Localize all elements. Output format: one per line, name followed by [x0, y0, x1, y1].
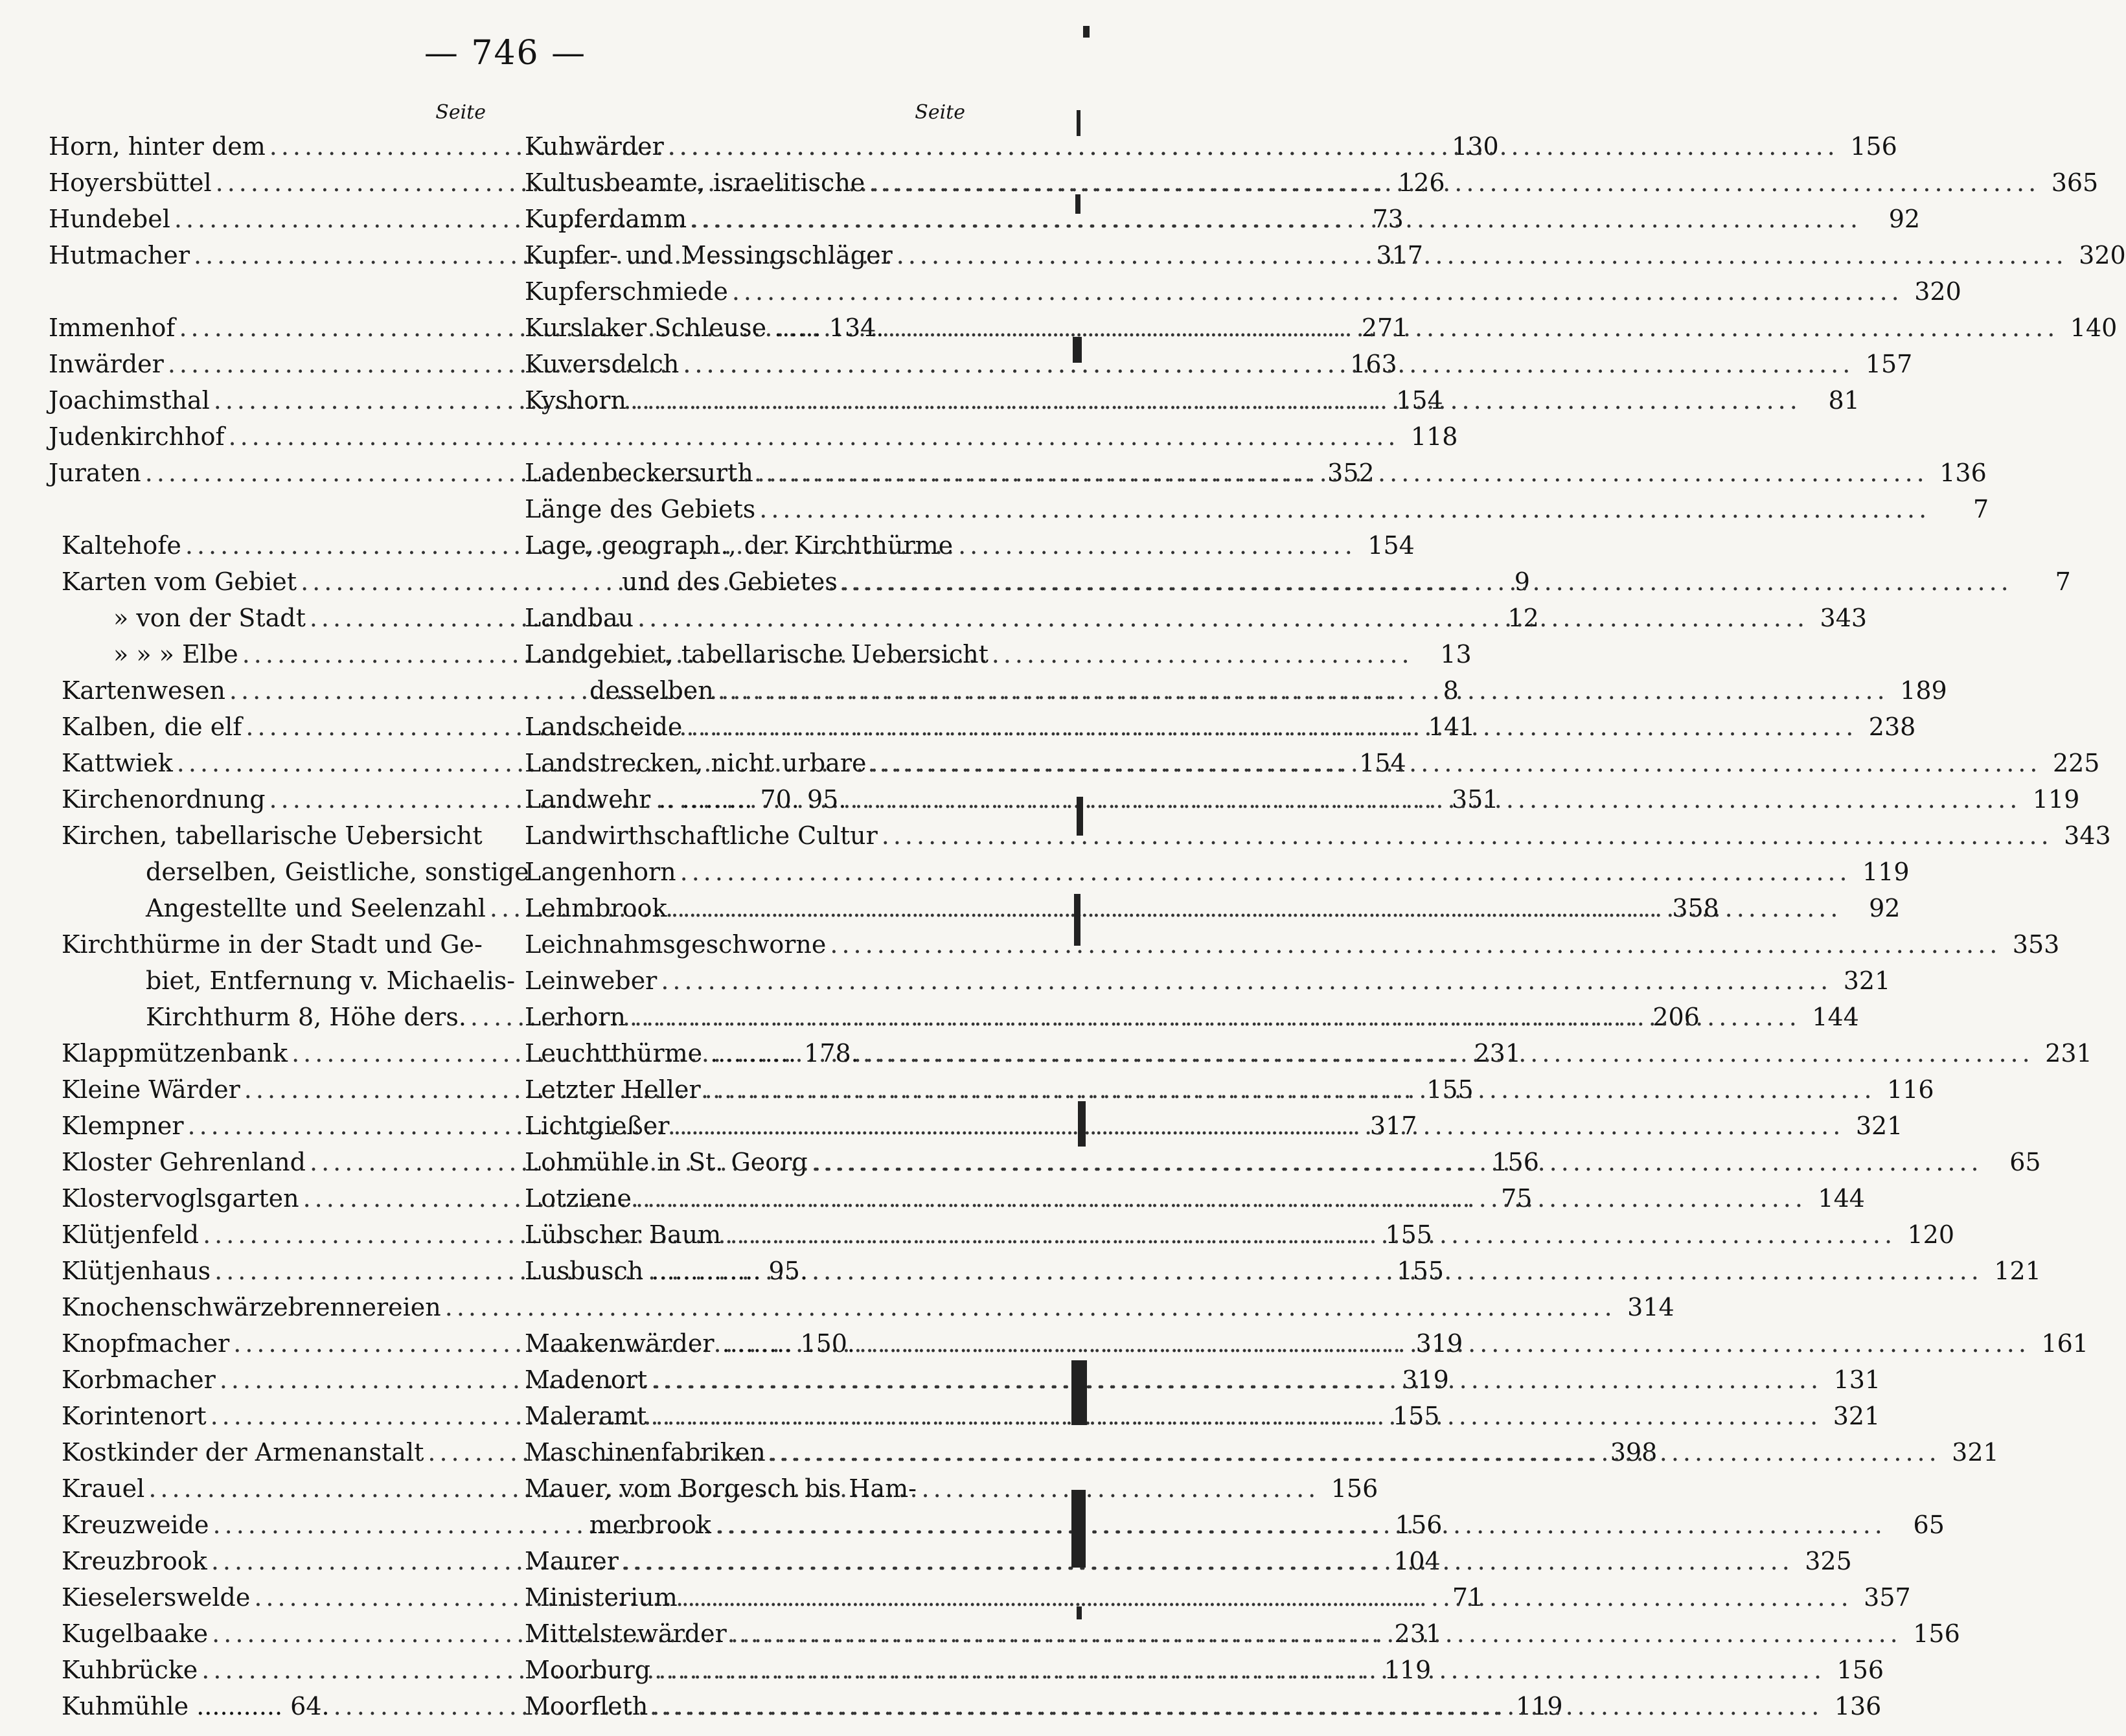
index-entry-page: 141 [1428, 713, 1476, 741]
index-entry-term: Kupfer- und Messingschläger [525, 241, 893, 269]
index-entry-term: Leinweber [525, 966, 657, 995]
index-entry-page: 65 [2009, 1148, 2041, 1176]
index-entry-page: 156 [1395, 1511, 1443, 1539]
index-entry-page: 161 [2041, 1329, 2088, 1358]
leader-dots [668, 128, 1839, 165]
index-entry-page: 130 [1452, 132, 1499, 161]
index-entry-term: Lusbusch .............. 95. [525, 1257, 808, 1285]
index-entry-term: Lehmbrook [525, 894, 667, 922]
leader-dots [732, 273, 1903, 310]
index-entry-term: Korintenort [62, 1402, 207, 1430]
index-entry-page: 157 [1865, 350, 1913, 378]
index-entry-term: Kultusbeamte, israelitische [525, 168, 865, 197]
leader-dots [673, 1108, 1844, 1144]
index-entry-page: 119 [1515, 1692, 1563, 1720]
index-entry-page: 321 [1855, 1112, 1903, 1140]
index-entry [525, 926, 2060, 963]
leader-dots [812, 1253, 1983, 1289]
index-entry [525, 817, 2111, 854]
index-entry [49, 926, 486, 963]
index-entry [525, 1035, 2092, 1071]
index-entry-term: Inwärder [49, 350, 164, 378]
index-entry-term: Lerhorn [525, 1003, 626, 1031]
index-entry-page: 325 [1805, 1547, 1852, 1575]
index-entry-term: Moorburg [525, 1656, 651, 1684]
index-entry-page: 206 [1652, 1003, 1700, 1031]
index-entry-page: 7 [1972, 495, 1989, 523]
index-entry-term: Kreuzweide [62, 1511, 209, 1539]
index-entry-page: 120 [1907, 1220, 1955, 1249]
index-entry-page: 156 [1492, 1148, 1539, 1176]
index-entry-term: Langenhorn [525, 858, 676, 886]
index-entry-term: Kieselerswelde [62, 1583, 251, 1612]
index-entry [49, 1289, 1675, 1325]
leader-dots [887, 310, 2059, 346]
index-entry [525, 854, 1910, 890]
leader-dots [637, 600, 1809, 636]
leader-dots [623, 1543, 1794, 1579]
leader-dots [691, 201, 1862, 237]
index-entry-page: 154 [1367, 531, 1415, 560]
index-entry-term: » von der Stadt [113, 604, 306, 632]
index-entry-term: Horn, hinter dem [49, 132, 266, 161]
index-entry-term: biet, Entfernung v. Michaelis- [146, 966, 516, 995]
leader-dots [830, 926, 2001, 963]
leader-dots [681, 1579, 1853, 1616]
index-entry [49, 418, 1458, 455]
index-entry-term: Joachimsthal [49, 386, 210, 415]
index-entry-page: 119 [1862, 858, 1910, 886]
leader-dots [871, 745, 2042, 781]
index-entry-page: 358 [1672, 894, 1719, 922]
index-entry-term: Klütjenfeld [62, 1220, 200, 1249]
index-section-gap [49, 491, 486, 527]
leader-dots [841, 564, 2013, 600]
leader-dots [725, 1216, 1896, 1253]
index-entry-term: Kirchenordnung [62, 785, 266, 814]
index-entry-term: derselben, Geistliche, sonstige [146, 858, 529, 886]
index-entry-term: Kyshorn [525, 386, 626, 415]
index-entry-page: 319 [1415, 1329, 1463, 1358]
index-entry-term: Lohmühle in St. Georg [525, 1148, 808, 1176]
leader-dots [770, 1434, 1941, 1470]
index-entry-term: Klappmützenbank [62, 1039, 288, 1068]
leader-dots [863, 1035, 2034, 1071]
index-entry-page: 156 [1913, 1619, 1960, 1648]
index-entry-term: Kalben, die elf [62, 713, 242, 741]
index-entry-page: 319 [1402, 1365, 1449, 1394]
index-entry-term: Korbmacher [62, 1365, 216, 1394]
index-entry-term: Mauer, vom Borgesch bis Ham- [525, 1474, 917, 1503]
index-entry-page: 118 [1410, 422, 1458, 451]
index-entry-page: 314 [1627, 1293, 1675, 1321]
index-entry-page: 231 [2045, 1039, 2092, 1068]
index-entry-page: 73 [1372, 205, 1404, 233]
index-entry-term: Ministerium [525, 1583, 678, 1612]
index-entry-page: 119 [2032, 785, 2080, 814]
index-entry [525, 491, 1989, 527]
index-entry-term: Klütjenhaus [62, 1257, 211, 1285]
index-entry-term: Judenkirchhof [49, 422, 225, 451]
leader-dots [635, 1180, 1807, 1216]
leader-dots [859, 1325, 2030, 1362]
leader-dots [650, 1398, 1822, 1434]
index-entry-page: 163 [1350, 350, 1397, 378]
index-entry [525, 273, 1961, 310]
index-entry-term: Landbau [525, 604, 634, 632]
index-entry-page: 144 [1812, 1003, 1859, 1031]
index-entry-page: 155 [1426, 1075, 1474, 1104]
index-entry-term: Lichtgießer [525, 1112, 670, 1140]
leader-dots [812, 1144, 1983, 1180]
index-entry-page: 136 [1939, 459, 1987, 487]
leader-dots [686, 709, 1857, 745]
leader-dots [680, 854, 1851, 890]
index-entry-term: Landscheide [525, 713, 683, 741]
index-entry-page: 353 [2012, 930, 2060, 959]
index-entry-term: Hoyersbüttel [49, 168, 212, 197]
index-entry-page: 71 [1452, 1583, 1484, 1612]
index-entry-term: Kupferdamm [525, 205, 687, 233]
index-entry [525, 1470, 965, 1507]
index-entry-page: 320 [2079, 241, 2126, 269]
leader-dots [652, 1688, 1823, 1724]
index-section-gap [49, 273, 486, 310]
index-entry-page: 154 [1359, 749, 1406, 777]
index-entry-term: Landwirthschaftliche Cultur [525, 821, 878, 850]
leader-dots [869, 165, 2040, 201]
index-entry-page: 8 [1443, 676, 1459, 705]
index-entry-page: 357 [1864, 1583, 1911, 1612]
index-entry-term: Madenort [525, 1365, 648, 1394]
index-entry-term: Kreuzbrook [62, 1547, 207, 1575]
index-entry-term: Maurer [525, 1547, 619, 1575]
index-entry-page: 13 [1440, 640, 1472, 668]
index-entry-term: Karten vom Gebiet [62, 567, 297, 596]
leader-dots [661, 963, 1832, 999]
index-entry-page: 321 [1843, 966, 1891, 995]
index-entry-page: 140 [2070, 314, 2118, 342]
index-entry [525, 963, 1891, 999]
index-entry-term: Kuhmühle ........... 64. [62, 1692, 330, 1720]
page-number: — 746 — [424, 34, 587, 73]
index-entry-term: Kartenwesen [62, 676, 225, 705]
index-entry-term: Länge des Gebiets [525, 495, 756, 523]
index-entry-page: 144 [1818, 1184, 1865, 1213]
index-entry-term: Ladenbeckersurth [525, 459, 753, 487]
leader-dots [731, 1616, 1902, 1652]
index-entry-page: 9 [1514, 567, 1530, 596]
index-entry-term: Kostkinder der Armenanstalt [62, 1438, 424, 1467]
index-entry-page: 12 [1507, 604, 1539, 632]
index-entry-term: Lage, geograph., der Kirchthürme [525, 531, 954, 560]
index-entry-term: Landgebiet, tabellarische Uebersicht [525, 640, 989, 668]
leader-dots [654, 1652, 1825, 1688]
index-entry-term: Hundebel [49, 205, 170, 233]
index-entry-term: Kirchthurm 8, Höhe ders. [146, 1003, 466, 1031]
index-entry-page: 321 [1833, 1402, 1880, 1430]
leader-dots [715, 1507, 1886, 1543]
index-entry-page: 189 [1900, 676, 1947, 705]
index-entry-page: 156 [1331, 1474, 1378, 1503]
index-entry-term: Kirchthürme in der Stadt und Ge- [62, 930, 483, 959]
index-entry [49, 963, 516, 999]
scan-edge-marks [1070, 0, 1103, 1736]
index-entry-page: 351 [1451, 785, 1499, 814]
index-entry-term: Mittelstewärder [525, 1619, 727, 1648]
index-entry-page: 317 [1376, 241, 1423, 269]
index-entry-page: 343 [2064, 821, 2111, 850]
leader-dots [630, 999, 1801, 1035]
index-entry-term: Juraten [49, 459, 141, 487]
index-entry [525, 564, 2071, 600]
index-entry-page: 238 [1868, 713, 1916, 741]
index-entry [49, 854, 529, 890]
index-entry-page: 155 [1385, 1220, 1432, 1249]
index-entry-term: Leuchtthürme ........... 178. [525, 1039, 859, 1068]
index-entry-term: Landwehr .. ......... 70. 95. [525, 785, 847, 814]
index-entry-page: 65 [1913, 1511, 1945, 1539]
index-entry-term: Maschinenfabriken [525, 1438, 766, 1467]
index-entry-term: Kurslaker Schleuse ...... 134. [525, 314, 884, 342]
index-entry-page: 81 [1828, 386, 1860, 415]
index-entry-page: 365 [2051, 168, 2099, 197]
index-entry [525, 527, 965, 564]
index-entry-term: Hutmacher [49, 241, 190, 269]
index-entry [49, 817, 486, 854]
index-entry-page: 154 [1396, 386, 1443, 415]
index-entry-term: Kloster Gehrenland [62, 1148, 306, 1176]
index-entry-term: Knochenschwärzebrennereien [62, 1293, 441, 1321]
index-entry-term: Landstrecken, nicht urbare [525, 749, 867, 777]
index-section-gap [525, 418, 965, 455]
index-entry-term: Leichnahmsgeschworne [525, 930, 827, 959]
index-entry-page: 92 [1888, 205, 1921, 233]
index-entry-term: Kleine Wärder [62, 1075, 240, 1104]
index-entry-page: 155 [1392, 1402, 1440, 1430]
index-entry-term: Maakenwärder ......... 150. [525, 1329, 856, 1358]
index-entry-term: Kuhwärder [525, 132, 664, 161]
index-entry-term: Kuhbrücke [62, 1656, 198, 1684]
index-entry-page: 156 [1850, 132, 1897, 161]
index-entry-term: Immenhof [49, 314, 176, 342]
index-entry-page: 271 [1361, 314, 1409, 342]
index-entry-page: 398 [1610, 1438, 1658, 1467]
index-section-gap [525, 1289, 965, 1325]
leader-dots [759, 491, 1930, 527]
index-entry-term: Kuversdelch [525, 350, 680, 378]
index-entry-term: Letzter Heller [525, 1075, 701, 1104]
index-entry-term: Lübscher Baum [525, 1220, 722, 1249]
index-entry-term: Maleramt [525, 1402, 647, 1430]
index-entry-term: und des Gebietes [622, 567, 838, 596]
leader-dots [683, 346, 1854, 382]
index-entry-term: merbrook [589, 1511, 711, 1539]
index-entry [525, 636, 989, 672]
page-column-header: Seite [915, 101, 965, 124]
index-entry-page: 136 [1834, 1692, 1882, 1720]
index-entry-term: Lotziene [525, 1184, 632, 1213]
index-entry-page: 121 [1994, 1257, 2041, 1285]
index-entry-page: 352 [1327, 459, 1375, 487]
index-entry [525, 672, 1947, 709]
index-entry-page: 320 [1914, 277, 1961, 306]
leader-dots [718, 672, 1889, 709]
index-entry-term: Kaltehofe [62, 531, 181, 560]
index-entry-term: Kirchen, tabellarische Uebersicht [62, 821, 483, 850]
leader-dots [630, 382, 1801, 418]
index-entry-term: Klostervoglsgarten [62, 1184, 299, 1213]
index-entry-page: 231 [1394, 1619, 1442, 1648]
index-entry-term: Knopfmacher [62, 1329, 230, 1358]
index-entry-page: 92 [1869, 894, 1901, 922]
index-entry-term: desselben [589, 676, 714, 705]
leader-dots [757, 455, 1928, 491]
index-entry-term: Moorfleth [525, 1692, 648, 1720]
index-entry-page: 317 [1369, 1112, 1417, 1140]
index-entry-term: Klempner [62, 1112, 184, 1140]
leader-dots [705, 1071, 1876, 1108]
leader-dots [671, 890, 1842, 926]
index-entry-page: 104 [1393, 1547, 1441, 1575]
index-entry-page: 155 [1397, 1257, 1445, 1285]
index-entry-page: 126 [1398, 168, 1445, 197]
index-entry-term: Kupferschmiede [525, 277, 728, 306]
index-entry-page: 7 [2055, 567, 2071, 596]
index-entry-page: 225 [2052, 749, 2100, 777]
index-entry-term: » » » Elbe [113, 640, 238, 668]
index-entry-term: Kattwiek [62, 749, 173, 777]
leader-dots [882, 817, 2053, 854]
index-entry-term: Kugelbaake [62, 1619, 209, 1648]
index-entry-page: 119 [1384, 1656, 1432, 1684]
index-entry-term: Angestellte und Seelenzahl [146, 894, 486, 922]
page-column-header: Seite [435, 101, 486, 124]
index-entry-term: Krauel [62, 1474, 145, 1503]
leader-dots [850, 781, 2021, 817]
index-entry-page: 343 [1820, 604, 1868, 632]
index-entry-page: 156 [1836, 1656, 1884, 1684]
index-entry-page: 116 [1887, 1075, 1934, 1104]
index-entry-page: 131 [1833, 1365, 1881, 1394]
leader-dots [651, 1362, 1822, 1398]
index-entry-page: 231 [1474, 1039, 1522, 1068]
index-entry-page: 75 [1501, 1184, 1533, 1213]
index-entry-page: 321 [1952, 1438, 1999, 1467]
